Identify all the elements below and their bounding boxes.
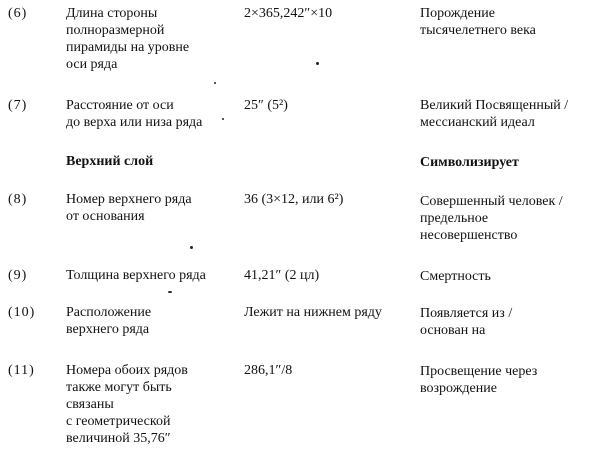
row-9-number: (9) (8, 268, 28, 283)
row-8-number: (8) (8, 192, 28, 207)
row-9-description: Толщина верхнего ряда (66, 268, 206, 283)
row-6-number: (6) (8, 6, 28, 21)
row-11-symbol: Просвещение через возрождение (420, 364, 538, 396)
row-7-symbol: Великий Посвященный / мессианский идеал (420, 98, 569, 130)
row-8-description: Номер верхнего ряда от основания (66, 192, 192, 224)
row-10-value: Лежит на нижнем ряду (244, 305, 382, 320)
scan-speck (168, 291, 172, 293)
row-10-description: Расположение верхнего ряда (66, 305, 152, 337)
section-title-upper-layer: Верхний слой (66, 154, 154, 169)
row-9-value: 41,21″ (2 цл) (244, 268, 320, 283)
row-6-symbol: Порождение тысячелетнего века (420, 6, 536, 38)
row-8-value: 36 (3×12, или 6²) (244, 192, 344, 207)
row-6-value: 2×365,242″×10 (244, 6, 333, 21)
row-7-value: 25″ (5²) (244, 98, 288, 113)
row-8-symbol: Совершенный человек / предельное несовершенство (420, 194, 563, 243)
scan-speck (214, 82, 216, 84)
row-11-description: Номера обоих рядов также могут быть связаны с геометрической величиной 35,76″ (66, 363, 188, 446)
scan-speck (190, 246, 193, 249)
row-10-symbol: Появляется из / основан на (420, 306, 513, 338)
row-11-number: (11) (8, 363, 35, 378)
row-10-number: (10) (8, 305, 36, 320)
row-11-value: 286,1″/8 (244, 363, 293, 378)
row-9-symbol: Смертность (420, 269, 491, 284)
scan-speck (222, 118, 224, 120)
row-7-description: Расстояние от оси до верха или низа ряда (66, 98, 203, 130)
section-title-symbolizes: Символизирует (420, 155, 519, 170)
scan-speck (316, 62, 319, 65)
row-7-number: (7) (8, 98, 28, 113)
row-6-description: Длина стороны полноразмерной пирамиды на уровне оси ряда (66, 6, 190, 72)
